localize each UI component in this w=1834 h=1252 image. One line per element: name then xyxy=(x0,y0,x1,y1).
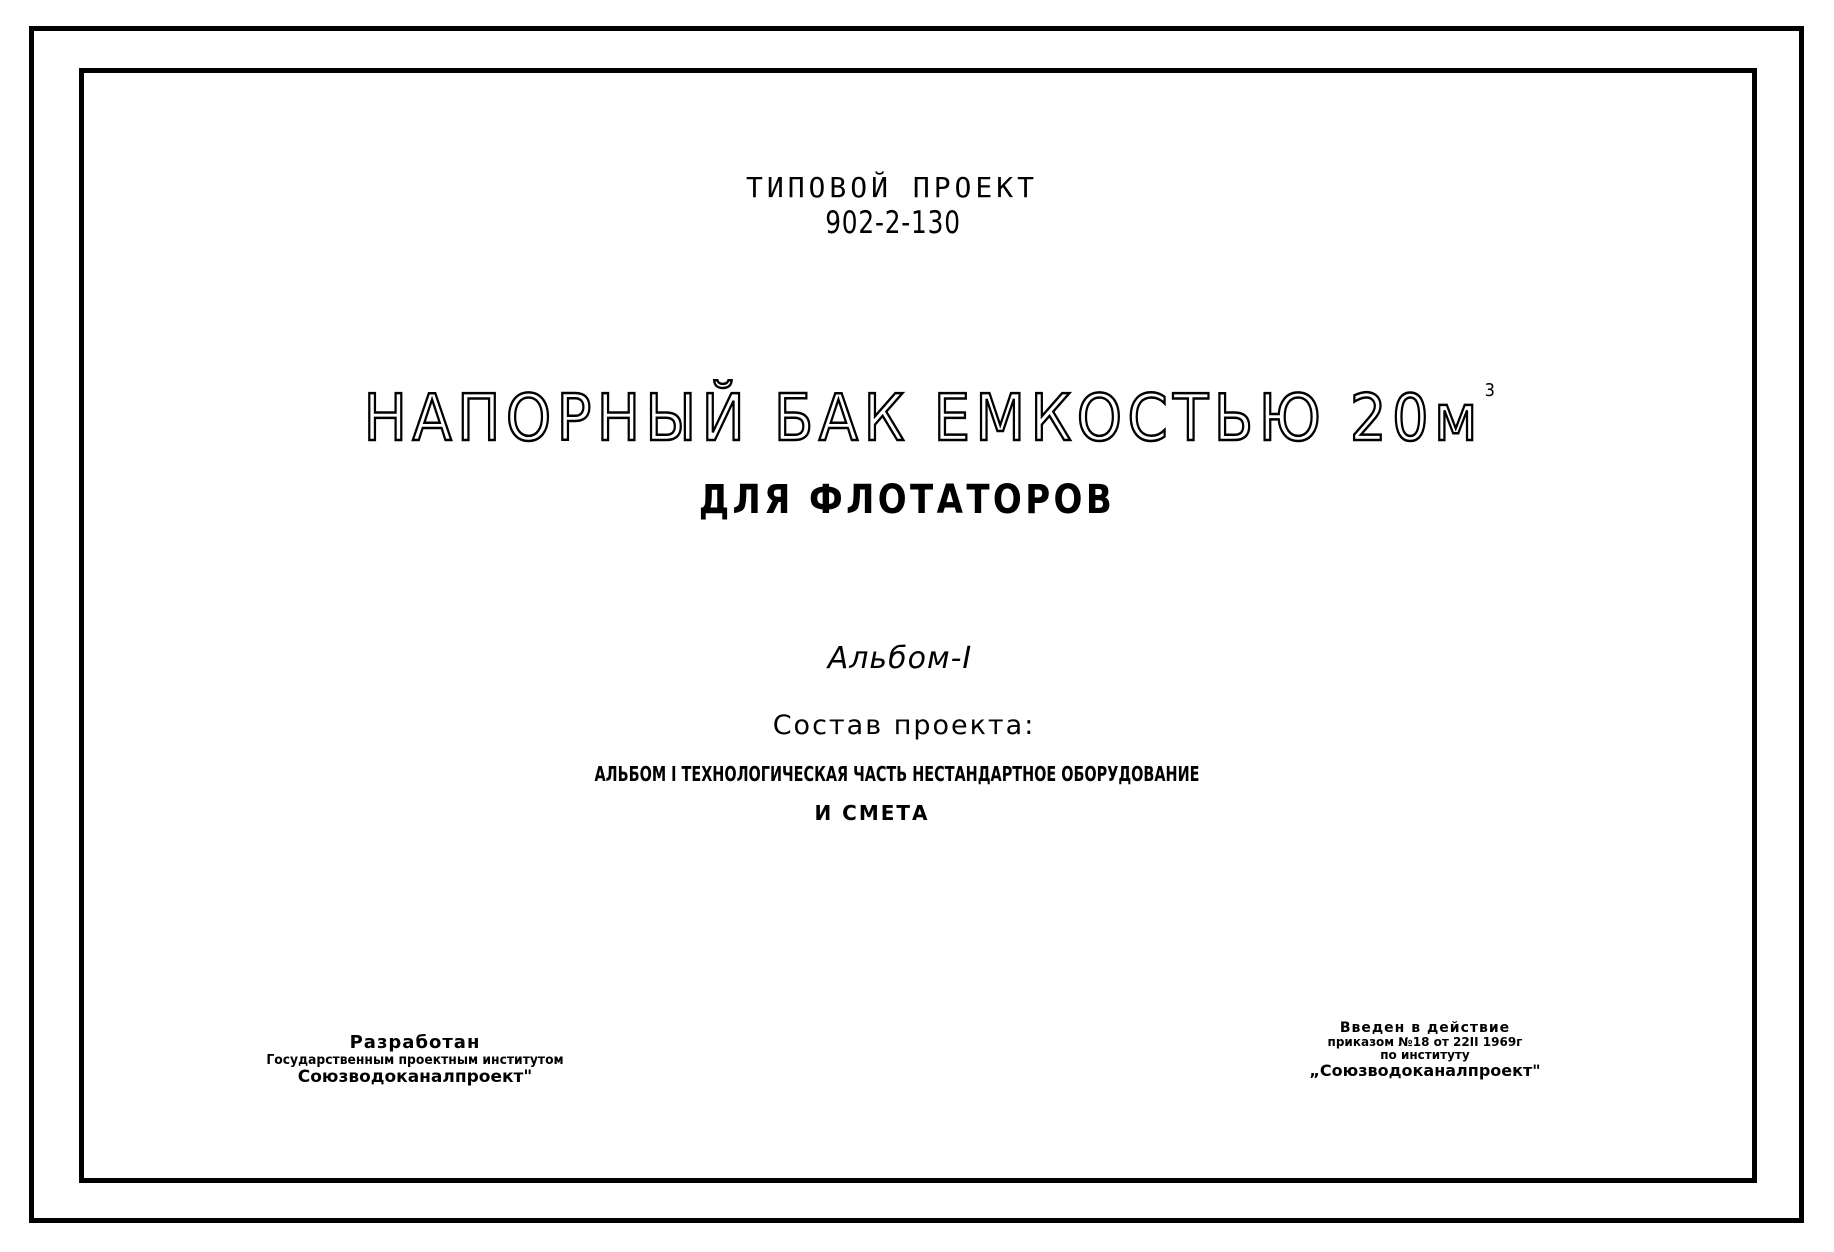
album-label: Альбом-I xyxy=(827,641,973,676)
introduced-line-4: „Союзводоканалпроект" xyxy=(1309,1061,1541,1080)
composition-line-1: АЛЬБОМ I ТЕХНОЛОГИЧЕСКАЯ ЧАСТЬ НЕСТАНДАРТНОЕ ОБОРУДОВАНИЕ xyxy=(594,762,1200,786)
main-title-superscript: 3 xyxy=(1484,380,1501,401)
introduced-line-2: приказом №18 от 22II 1969г xyxy=(1327,1035,1523,1049)
introduced-stamp xyxy=(1305,1021,1545,1079)
developer-line-2: Государственным проектным институтом xyxy=(266,1053,564,1068)
introduced-line-1: Введен в действие xyxy=(1339,1020,1511,1036)
introduced-line-3: по институту xyxy=(1380,1048,1470,1062)
composition-label: Состав проекта: xyxy=(772,710,1036,741)
project-number: 902-2-130 xyxy=(825,205,961,241)
composition-line-2: И СМЕТА xyxy=(814,801,930,825)
subtitle: ДЛЯ ФЛОТАТОРОВ xyxy=(698,477,1116,523)
developer-line-3: Союзводоканалпроект" xyxy=(297,1067,533,1087)
main-title xyxy=(107,382,1758,456)
main-title-text: НАПОРНЫЙ БАК ЕМКОСТЬЮ 20м xyxy=(363,382,1483,456)
developer-line-1: Разработан xyxy=(349,1032,481,1053)
project-label: ТИПОВОЙ ПРОЕКТ xyxy=(745,171,1038,204)
developer-stamp xyxy=(250,1034,580,1086)
